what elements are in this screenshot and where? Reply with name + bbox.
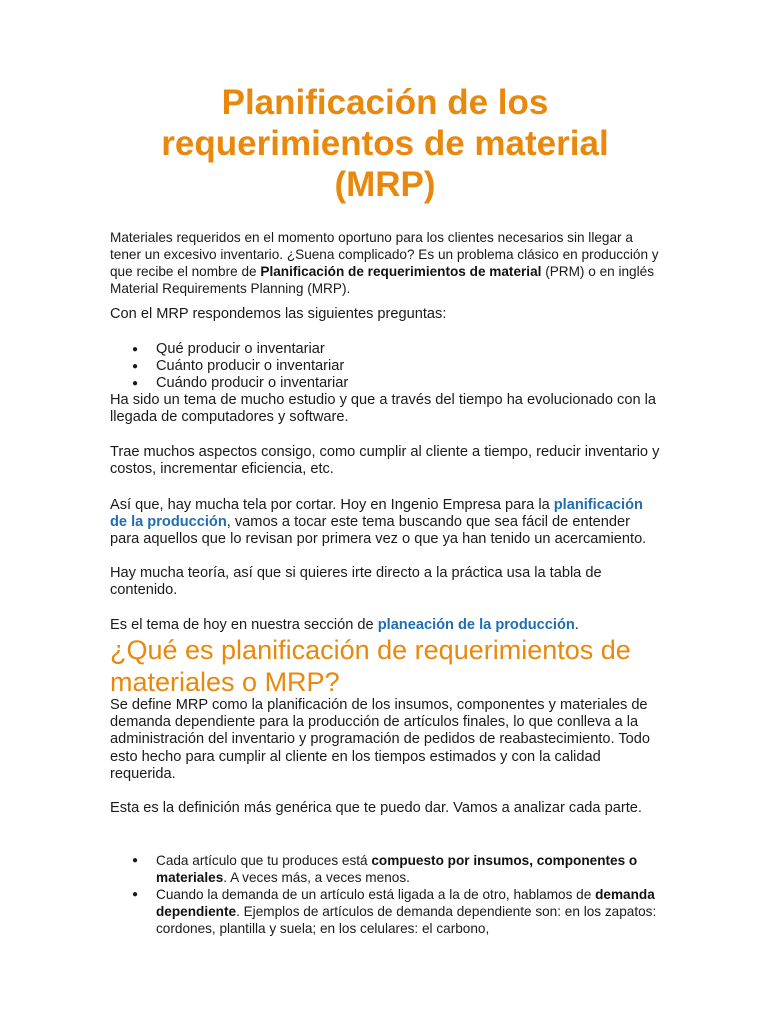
bullet-icon: ●	[132, 378, 139, 390]
history-paragraph: Ha sido un tema de mucho estudio y que a través del tiempo ha evolucionado con la llegada de computadores y software.	[110, 392, 656, 426]
bullet-icon: ●	[132, 855, 139, 866]
bullet-icon: ●	[132, 344, 139, 355]
bullet-icon: ●	[132, 361, 139, 373]
questions-intro: Con el MRP respondemos las siguientes preguntas:	[110, 306, 447, 322]
list-item: ● Cada artículo que tu produces está compuesto por insumos, componentes o materiales. A veces más, a veces menos.	[132, 853, 638, 885]
intro-bold-term: Planificación de requerimientos de material	[260, 264, 542, 279]
theory-paragraph: Hay mucha teoría, así que si quieres irte directo a la práctica usa la tabla de contenido.	[110, 565, 602, 599]
list-item: ● Cuando la demanda de un artículo está ligada a la de otro, hablamos de demanda dependiente. Ejemplos de artículos de demanda dependiente son: en los zapatos: cordones, plantilla y suela; en los celulares: el carbono,	[132, 887, 657, 936]
bullet-icon: ●	[132, 889, 139, 900]
list-item: ● Cuándo producir o inventariar	[132, 375, 349, 392]
section-paragraph: Es el tema de hoy en nuestra sección de planeación de la producción.	[110, 617, 579, 633]
aspects-paragraph: Trae muchos aspectos consigo, como cumplir al cliente a tiempo, reducir inventario y costos, incrementar eficiencia, etc.	[110, 444, 660, 478]
analysis-list	[110, 852, 660, 937]
planeacion-produccion-link[interactable]: planeación de la producción	[377, 617, 575, 633]
page-title: Planificación de los requerimientos de material (MRP)	[161, 83, 609, 204]
intro-paragraph	[110, 229, 660, 297]
cut-paragraph: Así que, hay mucha tela por cortar. Hoy en Ingenio Empresa para la planificación de la producción, vamos a tocar este tema buscando que sea fácil de entender para aquellos que lo revisan por primera vez o que ya han tenido un acercamiento.	[110, 497, 647, 548]
planificacion-produccion-link[interactable]: planificación de la producción	[110, 497, 643, 531]
questions-list	[110, 341, 660, 393]
intro-text-2: (PRM) o en inglés Material Requirements Planning (MRP).	[110, 264, 654, 296]
definition-paragraph: Se define MRP como la planificación de los insumos, componentes y materiales de demanda dependiente para la producción de artículos finales, lo que conlleva a la administración del inventario y programación de pedidos de reabastecimiento. Todo esto hecho para cumplir al cliente en los tiempos estimados y con la calidad requerida.	[110, 697, 651, 782]
generic-paragraph: Esta es la definición más genérica que te puedo dar. Vamos a analizar cada parte.	[110, 800, 642, 816]
list-item: ● Cuánto producir o inventariar	[132, 358, 345, 375]
list-item: ● Qué producir o inventariar	[132, 341, 325, 357]
section-heading: ¿Qué es planificación de requerimientos de materiales o MRP?	[110, 635, 631, 697]
intro-text-1: Materiales requeridos en el momento oportuno para los clientes necesarios sin llegar a tener un excesivo inventario. ¿Suena complicado? Es un problema clásico en producción y que recibe el nombre de	[110, 230, 659, 279]
